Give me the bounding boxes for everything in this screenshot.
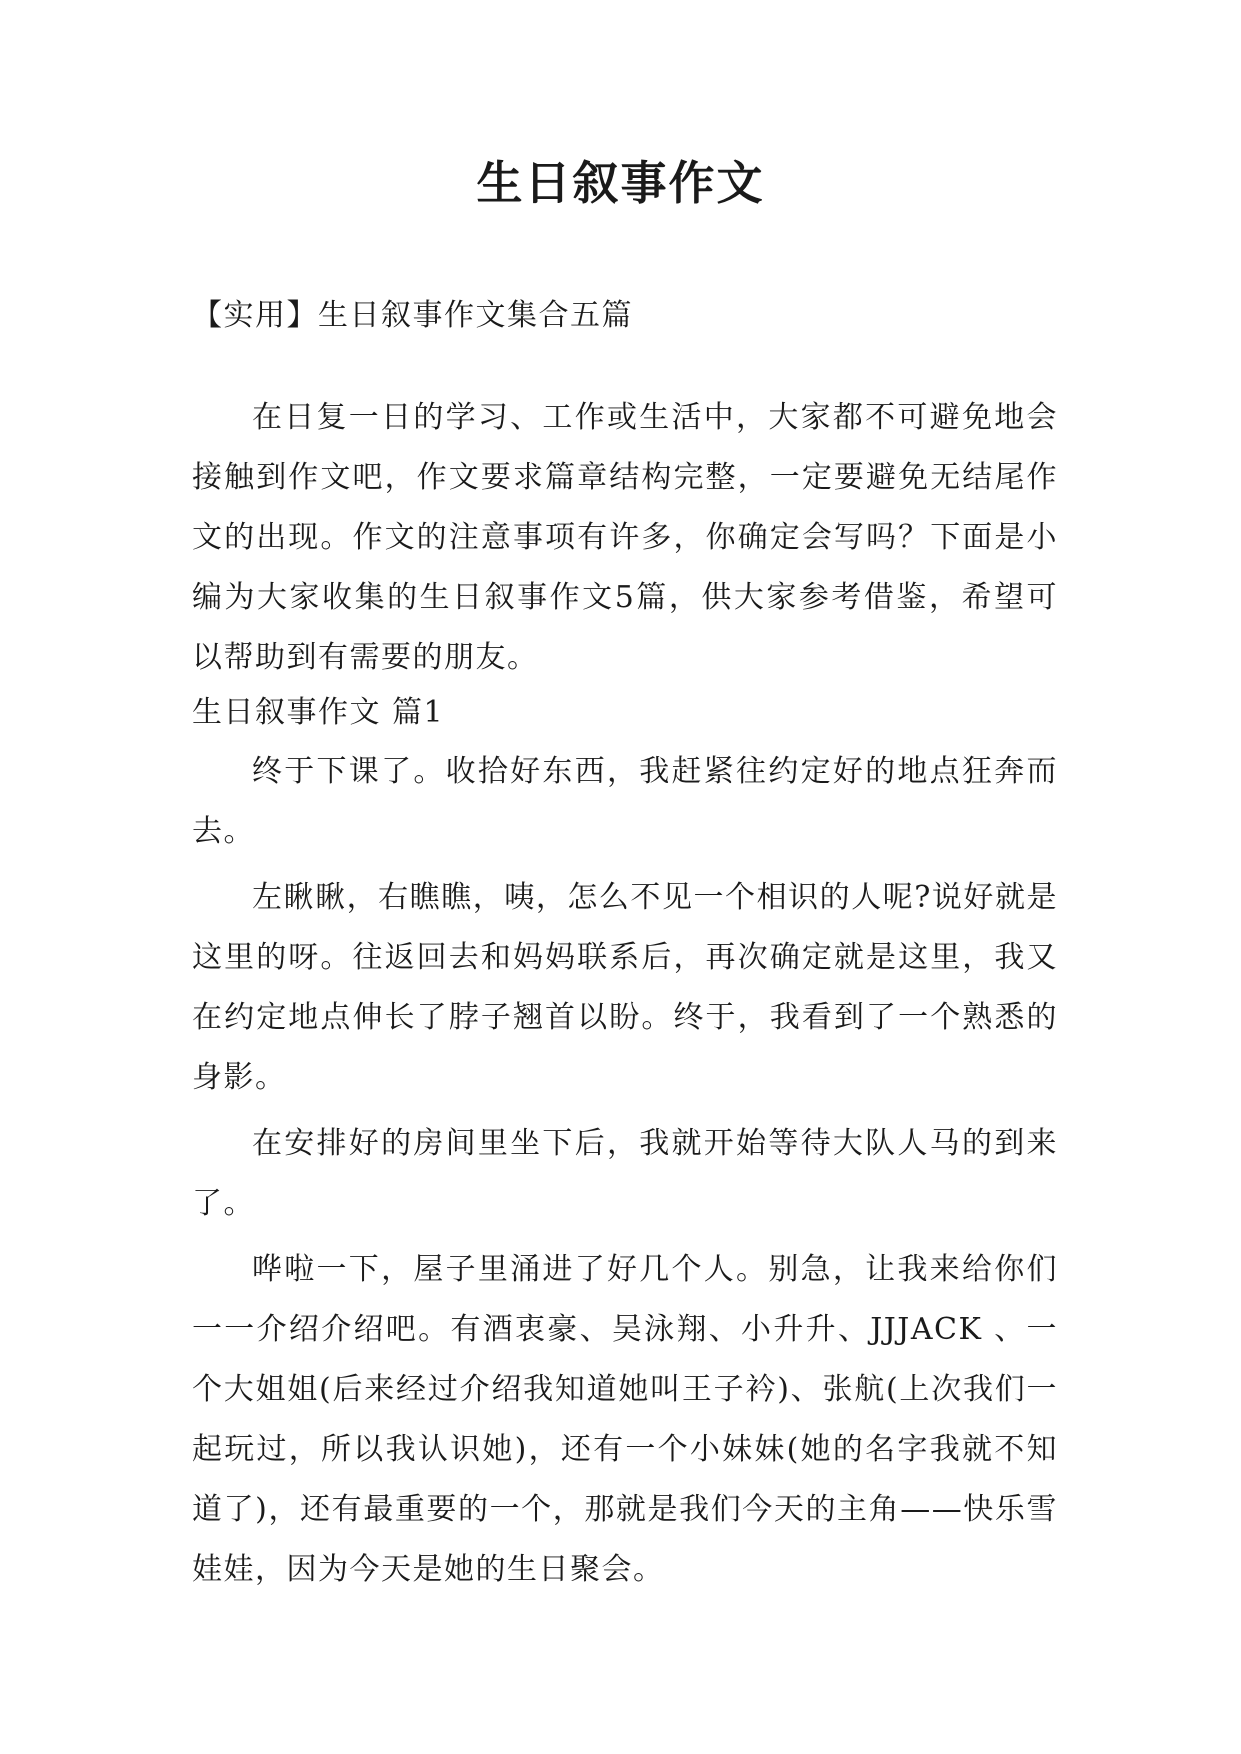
- body-paragraph: 左瞅瞅，右瞧瞧，咦，怎么不见一个相识的人呢?说好就是这里的呀。往返回去和妈妈联系后，再次确定就是这里，我又在约定地点伸长了脖子翘首以盼。终于，我看到了一个熟悉的身影。: [192, 880, 1058, 1095]
- intro-paragraph: 在日复一日的学习、工作或生活中，大家都不可避免地会接触到作文吧，作文要求篇章结构完整，一定要避免无结尾作文的出现。作文的注意事项有许多，你确定会写吗？下面是小编为大家收集的生日叙事作文5篇，供大家参考借鉴，希望可以帮助到有需要的朋友。: [192, 400, 1058, 675]
- document-subtitle: 【实用】生日叙事作文集合五篇: [192, 298, 633, 333]
- section-heading: 生日叙事作文 篇1: [192, 695, 445, 730]
- document-title: 生日叙事作文: [476, 156, 765, 210]
- body-paragraph: 哗啦一下，屋子里涌进了好几个人。别急，让我来给你们一一介绍介绍吧。有酒衷豪、吴泳翔、小升升、JJJACK 、一个大姐姐(后来经过介绍我知道她叫王子衿)、张航(上次我们一起玩过，所以我认识她)，还有一个小妹妹(她的名字我就不知道了)，还有最重要的一个，那就是我们今天的主角——快乐雪娃娃，因为今天是她的生日聚会。: [192, 1252, 1058, 1587]
- body-paragraph: 在安排好的房间里坐下后，我就开始等待大队人马的到来了。: [192, 1126, 1058, 1221]
- body-paragraph: 终于下课了。收拾好东西，我赶紧往约定好的地点狂奔而去。: [192, 754, 1058, 849]
- document-body: [192, 292, 1058, 1600]
